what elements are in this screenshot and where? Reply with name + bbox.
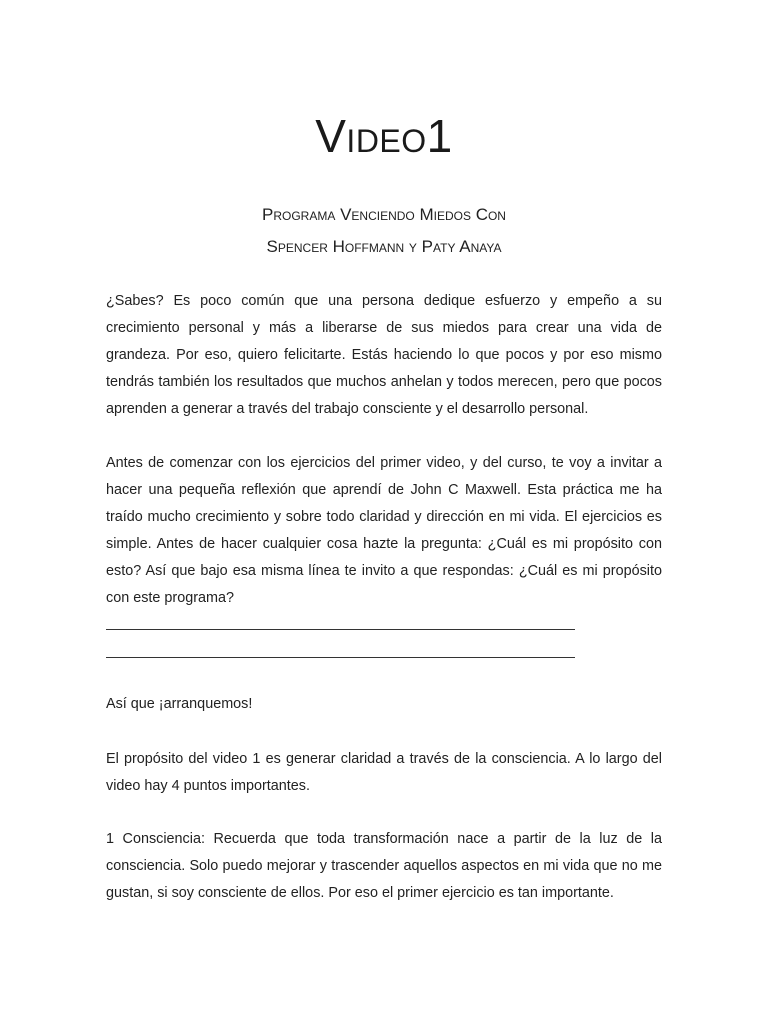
answer-line	[106, 629, 575, 630]
answer-line	[106, 657, 575, 658]
document-subtitle-line-1: Programa Venciendo Miedos Con	[262, 205, 506, 224]
paragraph-intro: ¿Sabes? Es poco común que una persona dedique esfuerzo y empeño a su crecimiento personal y más a liberarse de sus miedos para crear una vida de grandeza. Por eso, quiero felicitarte. Estás haciendo lo que pocos y por eso mismo tendrás también los resultados que muchos anhelan y todos merecen, pero que pocos aprenden a generar a través del trabajo consciente y el desarrollo personal.	[106, 293, 662, 417]
paragraph-point-consciousness: 1 Consciencia: Recuerda que toda transformación nace a partir de la luz de la consciencia. Solo puedo mejorar y trascender aquellos aspectos en mi vida que no me gustan, si soy consciente de ellos. Por eso el primer ejercicio es tan importante.	[106, 831, 662, 901]
paragraph-reflection: Antes de comenzar con los ejercicios del primer video, y del curso, te voy a invitar a hacer una pequeña reflexión que aprendí de John C Maxwell. Esta práctica me ha traído mucho crecimiento y sobre todo claridad y dirección en mi vida. El ejercicios es simple. Antes de hacer cualquier cosa hazte la pregunta: ¿Cuál es mi propósito con esto? Así que bajo esa misma línea te invito a que respondas: ¿Cuál es mi propósito con este programa?	[106, 455, 662, 606]
paragraph-start: Así que ¡arranquemos!	[106, 696, 253, 712]
document-subtitle-line-2: Spencer Hoffmann y Paty Anaya	[266, 237, 502, 256]
paragraph-purpose: El propósito del video 1 es generar claridad a través de la consciencia. A lo largo del video hay 4 puntos importantes.	[106, 751, 662, 794]
document-title: Video1	[315, 110, 453, 162]
